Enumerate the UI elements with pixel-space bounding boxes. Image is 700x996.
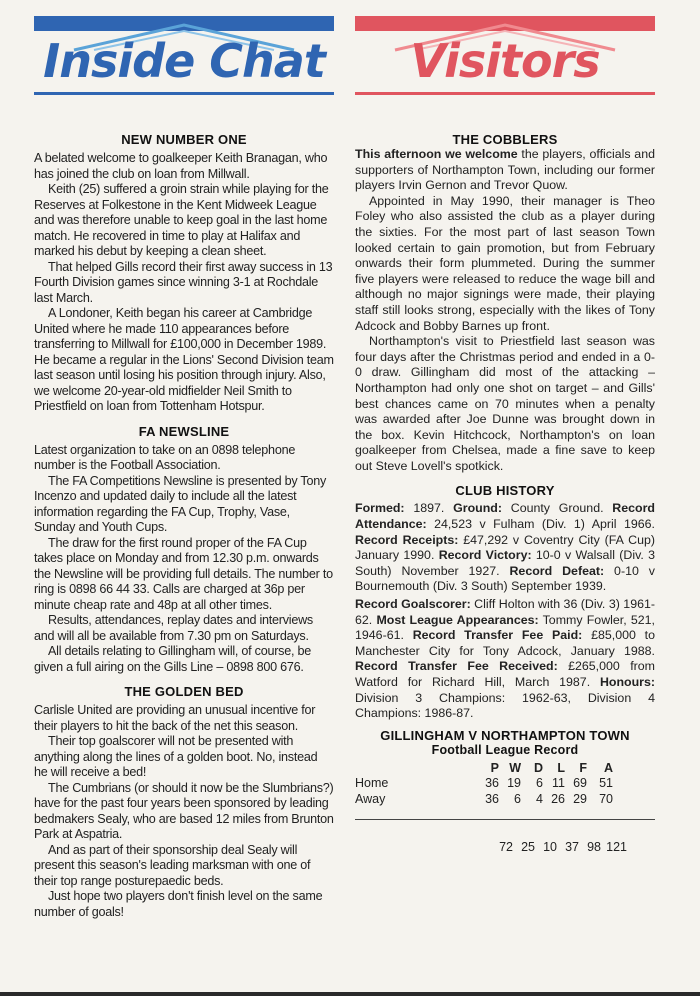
section-heading: CLUB HISTORY <box>455 483 555 499</box>
record-total-cell: 37 <box>565 840 579 855</box>
history-field-label: Record Victory: <box>438 548 532 563</box>
record-row-home <box>355 776 655 792</box>
banner-band-bottom <box>355 92 655 95</box>
history-field-label: Ground: <box>453 501 502 516</box>
inside-chat-banner <box>34 0 334 118</box>
record-column-header: W <box>509 760 521 775</box>
intro-rest: the players, officials and supporters of Northampton Town, including our former players Irvin Gernon and Trevor Quow. <box>355 147 655 193</box>
section-heading: NEW NUMBER ONE <box>121 132 247 147</box>
history-paragraph-1 <box>355 501 655 595</box>
record-subtitle: Football League Record <box>431 742 579 757</box>
history-field-value: Division 3 Champions: 1962-63, Division 4 Champions: 1986-87. <box>355 690 655 721</box>
cobblers-intro <box>355 147 655 194</box>
left-articles <box>34 132 334 920</box>
record-row-away <box>355 792 655 808</box>
article-paragraph: All details relating to Gillingham will, of course, be given a full airing on the Gills Line – 0898 800 676. <box>34 644 311 674</box>
record-column-header: D <box>533 760 543 775</box>
article-paragraph: The Cumbrians (or should it now be the Slumbrians?) have for the past four years been sponsored by leading bedmakers Sealy, who are based 12 miles from Brunton Park at Aspatria. <box>34 780 334 841</box>
record-cell: 26 <box>551 791 565 806</box>
inside-chat-column <box>34 0 334 920</box>
record-cell: 4 <box>536 791 543 806</box>
history-field-value: £47,292 v Coventry City (FA Cup) January 1990. <box>355 532 655 563</box>
history-field-value: County Ground. <box>501 501 613 516</box>
history-field-value: 1897. <box>404 501 454 516</box>
record-divider <box>355 819 655 820</box>
record-cell: 19 <box>507 776 521 791</box>
history-field-value: £265,000 from Watford for Richard Hill, March 1987. <box>355 659 655 689</box>
history-field-label: Record Attendance: <box>355 501 655 532</box>
record-cell: 6 <box>536 776 543 791</box>
article-paragraph: Latest organization to take on an 0898 telephone number is the Football Association. <box>34 442 296 472</box>
banner-band-bottom <box>34 92 334 95</box>
history-field-label: Record Transfer Fee Paid: <box>412 628 583 643</box>
history-field-value: Tommy Fowler, 521, 1946-61. <box>355 612 655 643</box>
record-cell: 6 <box>514 791 521 806</box>
history-field-value: 24,523 v Fulham (Div. 1) April 1966. <box>426 517 655 532</box>
history-field-value: 10-0 v Walsall (Div. 3 South) November 1927. <box>355 548 655 578</box>
history-paragraph-2 <box>355 597 655 722</box>
visitors-column <box>355 0 655 856</box>
article-paragraph: Keith (25) suffered a groin strain while playing for the Reserves at Folkestone in the Kent Midweek League and was therefore unable to keep goal in the last home match. He recovered in time to play at Halifax and marked his debut by keeping a clean sheet. <box>34 182 329 258</box>
article-paragraph: A belated welcome to goalkeeper Keith Branagan, who has joined the club on loan from Millwall. <box>34 151 328 181</box>
record-cell: 69 <box>573 776 587 791</box>
record-cell: 70 <box>599 791 613 806</box>
intro-bold: This afternoon we welcome <box>355 147 518 161</box>
record-column-header: A <box>603 760 613 775</box>
page-bottom-rule <box>0 992 700 996</box>
article-paragraph: The FA Competitions Newsline is presented by Tony Incenzo and updated daily to include all the latest information regarding the FA Cup, Trophy, Vase, Sunday and Youth Cups. <box>34 473 327 534</box>
article-paragraph: That helped Gills record their first away success in 13 Fourth Division games since winning 3-1 at Rochdale last March. <box>34 259 333 305</box>
visitors-banner <box>355 0 655 118</box>
record-cell: 51 <box>599 776 613 791</box>
record-total-cell: 72 <box>499 840 513 855</box>
record-total-cell: 10 <box>543 840 557 855</box>
record-total-cell: 121 <box>606 840 627 855</box>
history-field-label: Record Goalscorer: <box>355 597 471 612</box>
history-field-label: Most League Appearances: <box>376 612 539 627</box>
section-heading: THE GOLDEN BED <box>124 684 244 699</box>
section-heading: FA NEWSLINE <box>138 423 230 439</box>
article-paragraph: The draw for the first round proper of the FA Cup takes place on Monday and from 12.30 p.m. onwards the Newsline will be providing full details. The number to ring is 0898 66 44 33. Calls are charged at 36p per minute cheap rate and 48p at all other times. <box>34 535 333 612</box>
record-total-cell: 98 <box>587 840 601 855</box>
history-field-label: Record Transfer Fee Received: <box>355 659 558 674</box>
history-field-label: Record Defeat: <box>509 563 605 578</box>
article-paragraph: Just hope two players don't finish level on the same number of goals! <box>34 889 323 919</box>
record-header-row <box>355 761 655 777</box>
record-totals-row <box>355 840 655 856</box>
history-field-value: Cliff Holton with 36 (Div. 3) 1961-62. <box>355 597 655 627</box>
history-field-label: Record Receipts: <box>355 532 459 547</box>
article-paragraph: And as part of their sponsorship deal Sealy will present this season's leading marksman with one of their top range posturepaedic beds. <box>34 842 311 888</box>
article-paragraph: Northampton's visit to Priestfield last season was four days after the Christmas period and ended in a 0-0 draw. Gillingham did most of the attacking – Northampton had only one shot on target – and Gills' best chances came on 70 minutes when a penalty was awarded after Joe Dunne was brought down in the box. Kevin Hitchcock, Northampton's on loan goalkeeper from Chelsea, made a fine save to keep out Steve Lovell's spotkick. <box>355 334 655 473</box>
record-total-cell: 25 <box>521 840 535 855</box>
article-paragraph: Appointed in May 1990, their manager is Theo Foley who also assisted the club as a player during the sixties. For the most part of last season Town looked certain to gain promotion, but from February onwards their form plummeted. During the summer five players were released to reduce the wage bill and although no major signings were made, their playing staff still looks strong, especially with the likes of Tony Adcock and Bobby Barnes up front. <box>355 193 655 333</box>
banner-title: Inside Chat <box>43 34 325 88</box>
record-cell: 36 <box>485 791 499 806</box>
article-paragraph: Carlisle United are providing an unusual incentive for their players to hit the back of the net this season. <box>34 703 316 733</box>
history-field-label: Formed: <box>355 501 405 516</box>
record-cell: 11 <box>552 776 565 791</box>
row-label: Home <box>355 776 389 791</box>
record-title: GILLINGHAM V NORTHAMPTON TOWN <box>380 727 630 743</box>
banner-title: Visitors <box>410 34 600 88</box>
section-heading: THE COBBLERS <box>452 132 558 147</box>
record-column-header: F <box>579 760 587 775</box>
history-field-value: 0-10 v Bournemouth (Div. 3 South) September 1939. <box>355 563 655 594</box>
record-table <box>355 761 655 856</box>
article-paragraph: Their top goalscorer will not be presented with anything along the lines of a golden boot. No, instead he will receive a bed! <box>34 734 318 779</box>
article-paragraph: Results, attendances, replay dates and interviews and will all be available from 7.30 pm on Saturdays. <box>34 613 313 643</box>
record-cell: 36 <box>485 776 499 791</box>
record-column-header: L <box>557 760 565 775</box>
history-field-label: Honours: <box>599 675 655 689</box>
row-label: Away <box>355 791 386 806</box>
article-paragraph: A Londoner, Keith began his career at Cambridge United where he made 110 appearances before transferring to Millwall for £100,000 in December 1989. He became a regular in the Lions' Second Division team last season until losing his position through injury. Also, we welcome 20-year-old midfielder Neil Smith to Priestfield on loan from Tottenham Hotspur. <box>34 306 334 413</box>
record-cell: 29 <box>573 791 587 806</box>
history-field-value: £85,000 to Manchester City for Tony Adcock, January 1988. <box>355 628 655 658</box>
record-column-header: P <box>490 760 499 775</box>
